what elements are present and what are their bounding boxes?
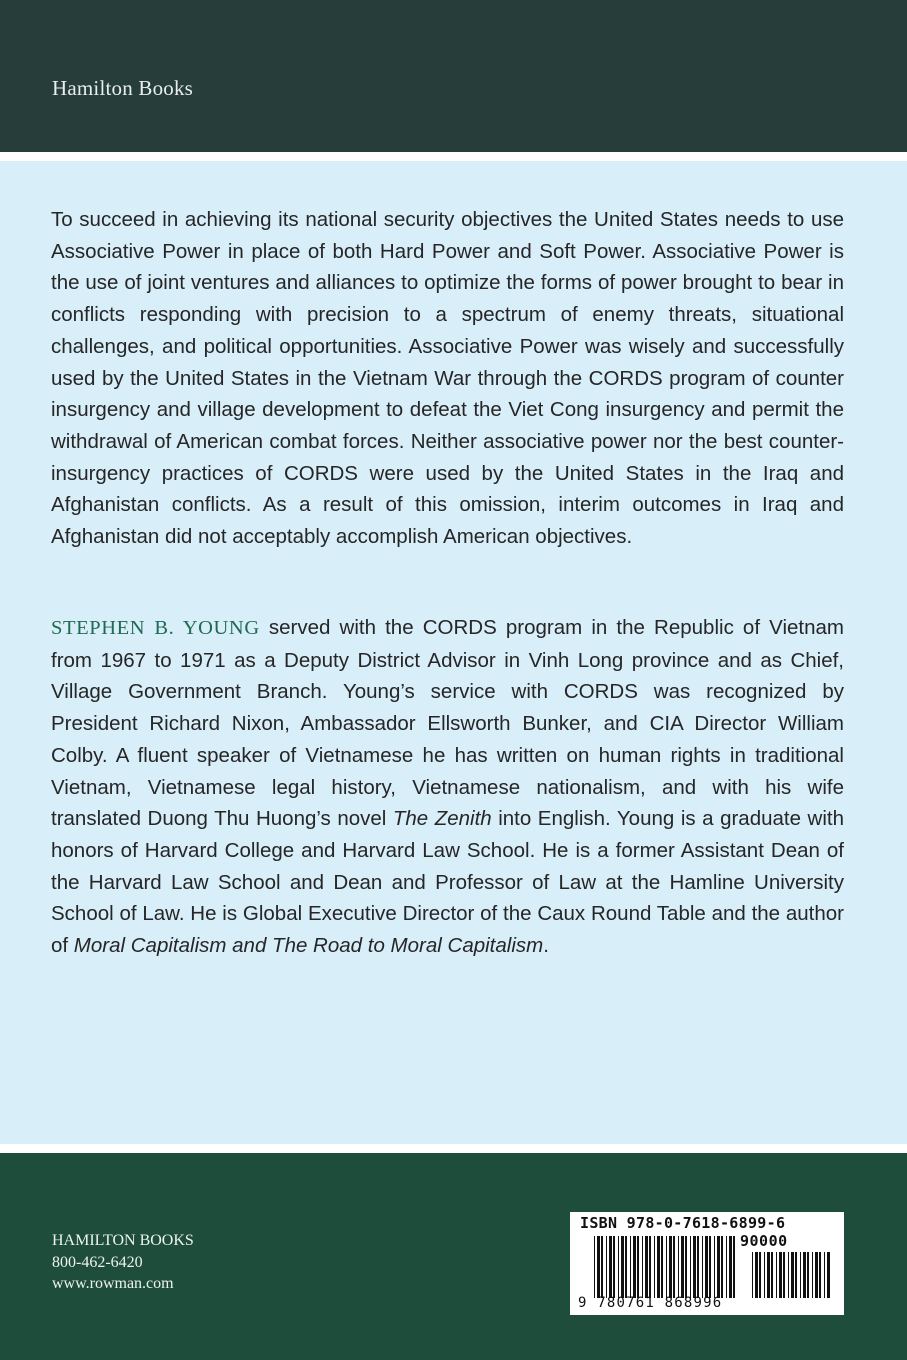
barcode-bar (755, 1252, 758, 1298)
barcode-bar (654, 1236, 655, 1298)
barcode-bar (752, 1252, 753, 1298)
barcode-bar (693, 1236, 696, 1298)
barcode-bar (815, 1252, 818, 1298)
isbn-number: ISBN 978-0-7618-6899-6 (580, 1214, 786, 1232)
barcode-bar (642, 1236, 643, 1298)
imprint-website: www.rowman.com (52, 1275, 174, 1292)
barcode-bar (621, 1236, 624, 1298)
barcode-bar (788, 1252, 789, 1298)
book-blurb: To succeed in achieving its national security objectives the United States needs to use Associative Power in place of both Hard Power and Soft Power. Associative Power is the use of joint ventures and alliances to optimize the forms of power brought to bear in conflicts responding with precision to a spectrum of enemy threats, situational challenges, and political opportunities. Associative Power was wisely and successfully used by the United States in the Vietnam War through the CORDS program of counter insurgency and village development to defeat the Viet Cong insurgency and permit the withdrawal of American combat forces. Neither associative power nor the best counter-insurgency practices of CORDS were used by the United States in the Iraq and Afghanistan conflicts. As a result of this omission, interim outcomes in Iraq and Afghanistan did not acceptably accomplish American objectives. (51, 208, 844, 549)
barcode-bar (824, 1252, 825, 1298)
barcode-bar (800, 1252, 801, 1298)
isbn-barcode (570, 1212, 844, 1315)
barcode-bar (729, 1236, 732, 1298)
barcode-bar (726, 1236, 727, 1298)
barcode-bar (597, 1236, 600, 1298)
barcode-bar (714, 1236, 715, 1298)
divider-bottom (0, 1144, 907, 1153)
divider-top (0, 152, 907, 161)
barcode-bar (669, 1236, 672, 1298)
barcode-bar (609, 1236, 612, 1298)
imprint-publisher: HAMILTON BOOKS (52, 1232, 194, 1249)
barcode-bar (678, 1236, 679, 1298)
bio-text-end: . (543, 934, 549, 958)
barcode-bar (649, 1236, 651, 1298)
author-bio (51, 612, 844, 962)
barcode-bar (618, 1236, 619, 1298)
barcode-bar (783, 1252, 785, 1298)
barcode-bar (702, 1236, 703, 1298)
barcode-bar (733, 1236, 735, 1298)
barcode-bar (764, 1252, 765, 1298)
title-the-zenith: The Zenith (392, 807, 492, 831)
barcode-bar (681, 1236, 684, 1298)
barcode-bar (673, 1236, 675, 1298)
barcode-bar (685, 1236, 687, 1298)
bio-text-part1: served with the CORDS program in the Republic of Vietnam from 1967 to 1971 as a Deputy District Advisor in Vinh Long province and as Chief, Village Government Branch. Young’s service with CORDS was recognized by President Richard Nixon, Ambassador Ellsworth Bunker, and CIA Director William Colby. A fluent speaker of Vietnamese he has written on human rights in traditional Vietnam, Vietnamese legal history, Vietnamese nationalism, and with his wife translated Duong Thu Huong’s novel (51, 616, 844, 831)
barcode-bar (705, 1236, 708, 1298)
barcode-bar (803, 1252, 806, 1298)
price-code: 90000 (740, 1232, 788, 1250)
author-name: STEPHEN B. YOUNG (51, 617, 260, 639)
barcode-bar (594, 1236, 595, 1298)
barcode-bar (776, 1252, 777, 1298)
barcode-bar (717, 1236, 720, 1298)
barcode-bar (697, 1236, 699, 1298)
barcode-bar (637, 1236, 639, 1298)
barcode-bar (791, 1252, 794, 1298)
barcode-bar (812, 1252, 813, 1298)
bio-text-part2: into English. Young is a graduate with honors of Harvard College and Harvard Law School. He is a former Assistant Dean of the Harvard Law School and Dean and Professor of Law at the Hamline University School of Law. He is Global Executive Director of the Caux Round Table and the author of (51, 807, 844, 958)
barcode-bar (721, 1236, 723, 1298)
imprint-phone: 800-462-6420 (52, 1253, 143, 1271)
barcode-bar (690, 1236, 691, 1298)
barcode-digits: 9 780761 868996 (578, 1295, 723, 1311)
barcode-bar (606, 1236, 607, 1298)
barcode-bar (613, 1236, 615, 1298)
barcode-bar (661, 1236, 663, 1298)
title-moral-capitalism: Moral Capitalism and The Road to Moral Capitalism (73, 934, 544, 958)
barcode-bar (771, 1252, 773, 1298)
barcode-bar (709, 1236, 711, 1298)
publisher-name-top: Hamilton Books (52, 76, 194, 100)
barcode-bar (666, 1236, 667, 1298)
barcode-bar (795, 1252, 797, 1298)
barcode-bar (657, 1236, 660, 1298)
barcode-bar (819, 1252, 821, 1298)
barcode-bar (625, 1236, 627, 1298)
barcode-bar (630, 1236, 631, 1298)
barcode-bar (807, 1252, 809, 1298)
barcode-bar (759, 1252, 761, 1298)
barcode-bar (827, 1252, 830, 1298)
barcode-bar (601, 1236, 603, 1298)
publisher-imprint (52, 1230, 194, 1295)
barcode-bar (767, 1252, 770, 1298)
barcode-bar (779, 1252, 782, 1298)
barcode-bar (633, 1236, 636, 1298)
barcode-bar (645, 1236, 648, 1298)
